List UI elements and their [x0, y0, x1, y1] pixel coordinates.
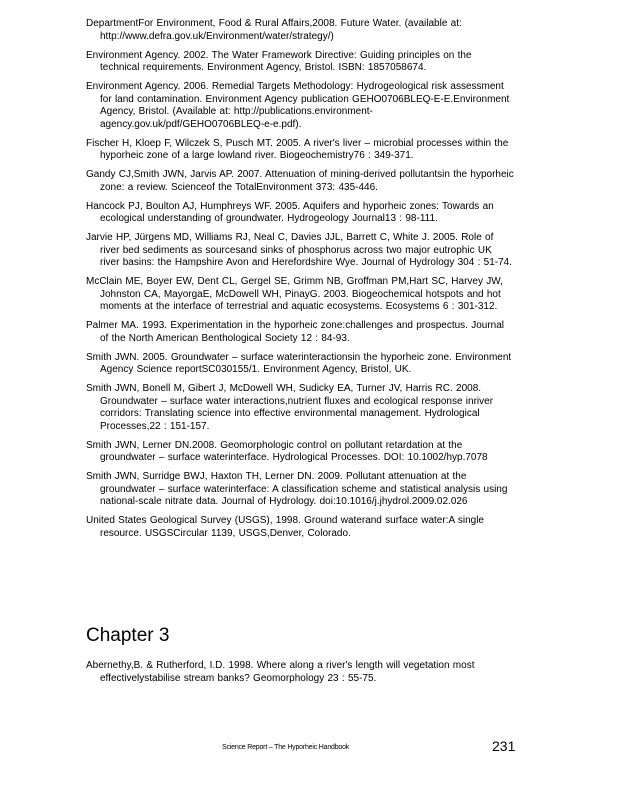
reference-entry: Environment Agency. 2006. Remedial Targets Methodology: Hydrogeological risk assessment for land contamination. Environment Agency publication GEHO0706BLEQ-E-E.Environment Agency, Bristol. (Available at: http://publications.environment-agency.gov.uk/pdf/GEHO0706BLEQ-e-e.pdf).	[86, 81, 510, 130]
reference-entry: Fischer H, Kloep F, Wilczek S, Pusch MT. 2005. A river's liver – microbial processes within the hyporheic zone of a large lowland river. Biogeochemistry76 : 349-371.	[86, 137, 509, 161]
reference-entry: United States Geological Survey (USGS), 1998. Ground waterand surface water:A single resource. USGSCircular 1139, USGS,Denver, Colorado.	[86, 515, 484, 539]
reference-entry: DepartmentFor Environment, Food & Rural Affairs,2008. Future Water. (available at: http://www.defra.gov.uk/Environment/water/strategy/)	[86, 18, 462, 42]
reference-entry: Smith JWN. 2005. Groundwater – surface waterinteractionsin the hyporheic zone. Environment Agency Science reportSC030155/1. Environment Agency, Bristol, UK.	[86, 351, 512, 375]
reference-entry: Abernethy,B. & Rutherford, I.D. 1998. Where along a river's length will vegetation most effectivelystabilise stream banks? Geomorphology 23 : 55-75.	[86, 660, 475, 684]
footer-report-title: Science Report – The Hyporheic Handbook	[222, 744, 350, 751]
reference-entry: Palmer MA. 1993. Experimentation in the hyporheic zone:challenges and prospectus. Journal of the North American Benthological Society 12 : 84-93.	[86, 320, 505, 344]
reference-entry: Hancock PJ, Boulton AJ, Humphreys WF. 2005. Aquifers and hyporheic zones: Towards an ecological understanding of groundwater. Hydrogeology Journal13 : 98-111.	[86, 200, 494, 224]
reference-entry: Jarvie HP, Jürgens MD, Williams RJ, Neal C, Davies JJL, Barrett C, White J. 2005. Role of river bed sediments as sourcesand sinks of phosphorus across two major eutrophic UK river basins: the Hampshire Avon and Herefordshire Wye. Journal of Hydrology 304 : 51-74.	[86, 232, 512, 268]
reference-entry: Gandy CJ,Smith JWN, Jarvis AP. 2007. Attenuation of mining-derived pollutantsin the hyporheic zone: a review. Scienceof the TotalEnvironment 373: 435-446.	[86, 169, 514, 193]
chapter-heading: Chapter 3	[86, 625, 170, 646]
chapter-reference-list	[86, 660, 514, 692]
page-number: 231	[492, 738, 516, 754]
reference-list	[86, 18, 514, 547]
reference-entry: Environment Agency. 2002. The Water Framework Directive: Guiding principles on the technical requirements. Environment Agency, Bristol. ISBN: 1857058674.	[86, 49, 472, 73]
reference-entry: Smith JWN, Bonell M, Gibert J, McDowell WH, Sudicky EA, Turner JV, Harris RC. 2008. Groundwater – surface water interactions,nutrient fluxes and ecological response inriver corridors: Translating science into effective environmental management. Hydrological Processes,22 : 151-157.	[86, 383, 494, 432]
reference-entry: Smith JWN, Lerner DN.2008. Geomorphologic control on pollutant retardation at the groundwater – surface waterinterface. Hydrological Processes. DOI: 10.1002/hyp.7078	[86, 439, 488, 463]
reference-entry: McClain ME, Boyer EW, Dent CL, Gergel SE, Grimm NB, Groffman PM,Hart SC, Harvey JW, Johnston CA, MayorgaE, McDowell WH, PinayG. 2003. Biogeochemical hotspots and hot moments at the interface of terrestrial and aquatic ecosystems. Ecosystems 6 : 301-312.	[86, 276, 503, 312]
reference-entry: Smith JWN, Surridge BWJ, Haxton TH, Lerner DN. 2009. Pollutant attenuation at the groundwater – surface waterinterface: A classification scheme and statistical analysis using national-scale nitrate data. Journal of Hydrology. doi:10.1016/j.jhydrol.2009.02.026	[86, 471, 508, 507]
